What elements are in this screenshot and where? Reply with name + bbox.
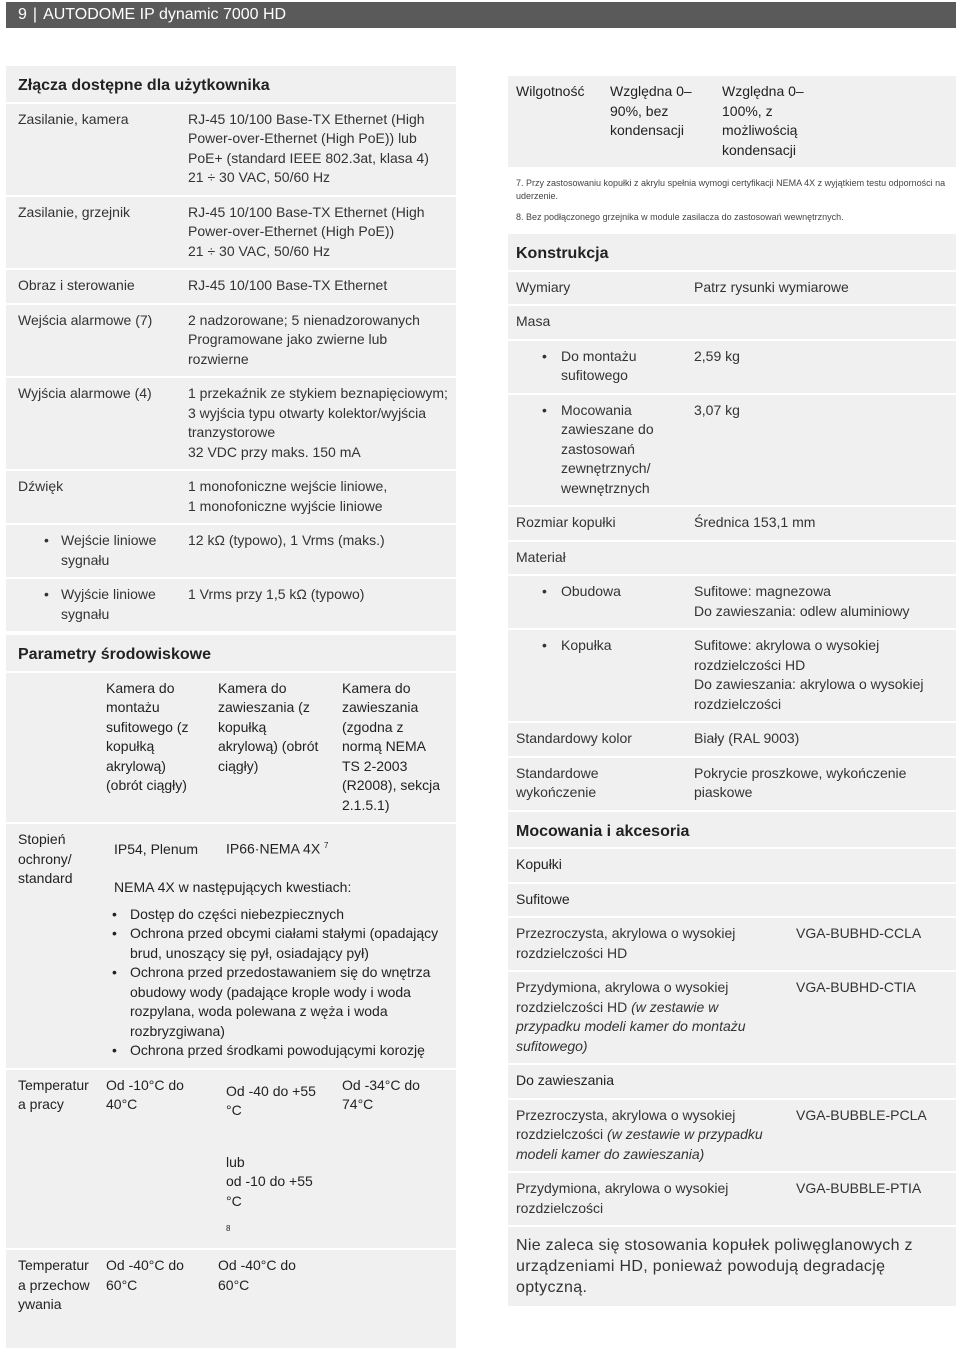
nema-item: • Ochrona przed środkami powodującymi korozję [106,1041,448,1061]
env-col-pendant: Kamera do zawieszania (z kopułką akrylową) (obrót ciągły) [218,679,319,774]
footnote-ref-8: 8 [226,1224,231,1234]
polycarbonate-note: Nie zaleca się stosowania kopułek poliwęglanowych z urządzeniami HD, ponieważ powodują degradację optyczną. [508,1225,956,1306]
connector-label: Obraz i sterowanie [18,277,135,293]
ceiling-heading: Sufitowe [508,882,956,917]
nema-item: • Ochrona przed przedostawaniem się do wnętrza obudowy wody (padające krople wody i woda rozpylana, woda polewana z węża i woda rozbryzgiwana) [106,963,448,1041]
footnote-ref-7: 7 [324,841,329,850]
page-number: 9 [18,6,27,23]
op-temp-ceiling: Od -10°C do 40°C [106,1076,184,1113]
connector-label: Wyjścia alarmowe (4) [18,385,152,401]
construction-mass-pendant: • Mocowania zawieszane do zastosowań zewnętrznych/ wewnętrznych 3,07 kg [508,393,956,506]
connector-row [6,303,456,377]
construction-mass-ceiling: • Do montażu sufitowego 2,59 kg [508,339,956,393]
construction-housing: • Obudowa Sufitowe: magnezowa Do zawieszania: odlew aluminiowy [508,574,956,628]
humidity-row [508,76,956,167]
construction-bubble: • Kopułka Sufitowe: akrylowa o wysokiej rozdzielczości HD Do zawieszania: akrylowa o wysokiej rozdzielczości [508,628,956,721]
connector-label: Zasilanie, grzejnik [18,203,131,220]
connectors-title: Złącza dostępne dla użytkownika [6,66,456,102]
construction-color: Standardowy kolor Biały (RAL 9003) [508,721,956,756]
mounting-title: Mocowania i akcesoria [508,810,956,848]
nema-item: • Dostęp do części niebezpiecznych [106,905,448,925]
op-temp-nema: Od -34°C do 74°C [342,1076,420,1113]
nema-item: • Ochrona przed obcymi ciałami stałymi (opadający brud, unoszący się pył, osiadający pył) [106,924,448,963]
connector-value: 1 Vrms przy 1,5 kΩ (typowo) [188,586,365,602]
humidity-label: Wilgotność [516,83,585,99]
connector-label: • Wejście liniowe sygnału [6,525,176,577]
connector-value: 12 kΩ (typowo), 1 Vrms (maks.) [188,532,385,548]
connector-value: RJ-45 10/100 Base-TX Ethernet [188,277,388,293]
connector-value: 1 monofoniczne wejście liniowe, 1 monofoniczne wyjście liniowe [188,478,388,514]
connector-value: 1 przekaźnik ze stykiem beznapięciowym; 3 wyjścia typu otwarty kolektor/wyjścia tranzystorowe 32 VDC przy maks. 150 mA [188,385,448,460]
footnote-7: 7. Przy zastosowaniu kopułki z akrylu spełnia wymogi certyfikacji NEMA 4X z wyjątkiem testu odporności na uderzenie. [516,178,946,201]
domes-heading: Kopułki [508,847,956,882]
connector-label: Dźwięk [18,478,64,494]
nema-list [106,905,448,1061]
construction-mass: Masa [508,304,956,339]
document-title: AUTODOME IP dynamic 7000 HD [43,6,287,23]
connector-value: RJ-45 10/100 Base-TX Ethernet (High Power-over-Ethernet (High PoE)) lub PoE+ (standard IEEE 802.3at, klasa 4) 21 ÷ 30 VAC, 50/60 Hz [188,110,429,185]
connector-row [6,376,456,469]
connector-row [6,469,456,523]
env-storage-row [6,1248,456,1348]
env-op-temp-row [6,1068,456,1249]
env-col-nema: Kamera do zawieszania (zgodna z normą NEMA TS 2-2003 (R2008), sekcja 2.1.5.1) [342,679,441,813]
storage-temp-ceiling: Od -40°C do 60°C [106,1257,184,1293]
humidity-ceiling: Względna 0–90%, bez kondensacji [610,83,692,138]
header-separator: | [32,6,38,23]
construction-material: Materiał [508,540,956,575]
accessory-row: Przezroczysta, akrylowa o wysokiej rozdzielczości (w zestawie w przypadku modeli kamer do zawieszania) VGA-BUBBLE-PCLA [508,1098,956,1172]
env-header-row [6,671,456,823]
storage-temp-pendant: Od -40°C do 60°C [218,1257,296,1293]
connector-label: • Wyjście liniowe sygnału [6,579,176,631]
op-temp-pendant-b: lub od -10 do +55 °C [226,1153,313,1209]
construction-dome-size: Rozmiar kopułki Średnica 153,1 mm [508,505,956,540]
storage-temp-label: Temperatura przechowywania [18,1257,90,1313]
protection-ceiling: IP54, Plenum [114,840,199,857]
env-col-ceiling: Kamera do montażu sufitowego (z kopułką akrylową) (obrót ciągły) [106,679,189,793]
connector-label: Wejścia alarmowe (7) [18,311,153,328]
connector-value: 2 nadzorowane; 5 nienadzorowanych Programowane jako zwierne lub rozwierne [188,311,420,367]
connector-value: RJ-45 10/100 Base-TX Ethernet (High Power-over-Ethernet (High PoE)) 21 ÷ 30 VAC, 50/60 Hz [188,203,425,259]
connector-row [6,268,456,303]
env-title: Parametry środowiskowe [6,633,456,671]
accessory-row: Przezroczysta, akrylowa o wysokiej rozdzielczości HD VGA-BUBHD-CCLA [508,916,956,970]
connector-row [6,195,456,269]
accessory-row: Przydymiona, akrylowa o wysokiej rozdzielczości VGA-BUBBLE-PTIA [508,1171,956,1225]
connector-row [6,577,456,631]
accessory-row: Przydymiona, akrylowa o wysokiej rozdzielczości HD (w zestawie w przypadku modeli kamer do montażu sufitowego) VGA-BUBHD-CTIA [508,970,956,1063]
op-temp-pendant-a: Od -40 do +55 °C [226,1082,316,1119]
connectors-table [6,102,456,632]
construction-dims: Wymiary Patrz rysunki wymiarowe [508,270,956,305]
page-header [6,2,956,28]
connector-label: Zasilanie, kamera [18,110,129,127]
humidity-pendant: Względna 0–100%, z możliwością kondensacji [722,83,804,158]
pendant-heading: Do zawieszania [508,1063,956,1098]
construction-title: Konstrukcja [508,234,956,270]
env-protection-row [6,822,456,1068]
connector-row [6,102,456,195]
footnote-8: 8. Bez podłączonego grzejnika w module zasilacza do zastosowań wewnętrznych. [516,212,844,222]
protection-pendant: IP66·NEMA 4X [226,840,321,857]
construction-finish: Standardowe wykończenie Pokrycie proszkowe, wykończenie piaskowe [508,756,956,810]
protection-label: Stopień ochrony/ standard [18,831,73,886]
connector-row [6,523,456,577]
right-column [508,76,956,1306]
left-column [6,66,456,1348]
op-temp-label: Temperatura pracy [18,1076,89,1113]
nema-intro: NEMA 4X w następujących kwestiach: [114,879,352,896]
